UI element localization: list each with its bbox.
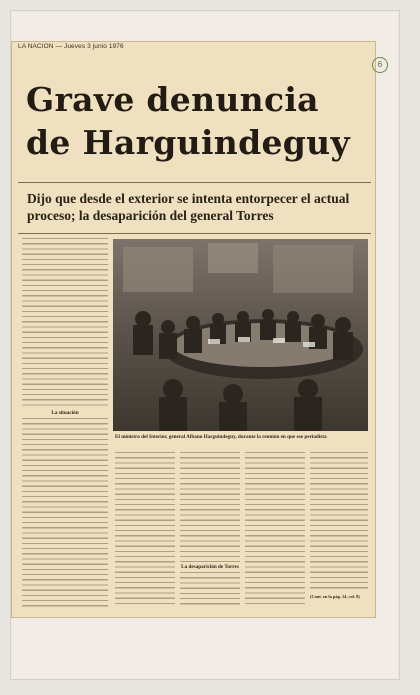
section-heading: La desaparición de Torres (181, 564, 239, 570)
column-text-block (22, 238, 108, 408)
continued-note: (Cont. en la pág. 14, col. 8) (310, 594, 360, 599)
headline-line-2: de Harguindeguy (26, 123, 350, 162)
column-text-block (180, 452, 240, 562)
column-text-block (115, 452, 175, 607)
article-column-4 (245, 452, 305, 607)
article-column-3 (180, 452, 240, 607)
headline-divider (18, 182, 371, 183)
headline-line-1: Grave denuncia (26, 80, 319, 119)
article-column-left (22, 238, 108, 613)
subheadline: Dijo que desde el exterior se intenta entorpecer el actual proceso; la desaparición del general Torres (27, 191, 350, 223)
article-column-5 (310, 452, 368, 607)
news-photo (113, 239, 368, 431)
column-text-block (310, 452, 368, 592)
photo-caption: El ministro del Interior, general Albano Harguindeguy, durante la reunión en que ese periodista (115, 434, 327, 440)
column-text-block (180, 572, 240, 607)
page-marker: 6 (372, 57, 388, 73)
meeting-photo-illustration (113, 239, 368, 431)
headline (26, 78, 366, 164)
column-text-block (245, 452, 305, 607)
section-heading: La situación (51, 410, 79, 416)
article-column-2 (115, 452, 175, 607)
subhead-divider (18, 233, 371, 234)
clipping-dateline: LA NACION — Jueves 3 junio 1976 (18, 43, 124, 50)
column-text-block (22, 418, 108, 608)
